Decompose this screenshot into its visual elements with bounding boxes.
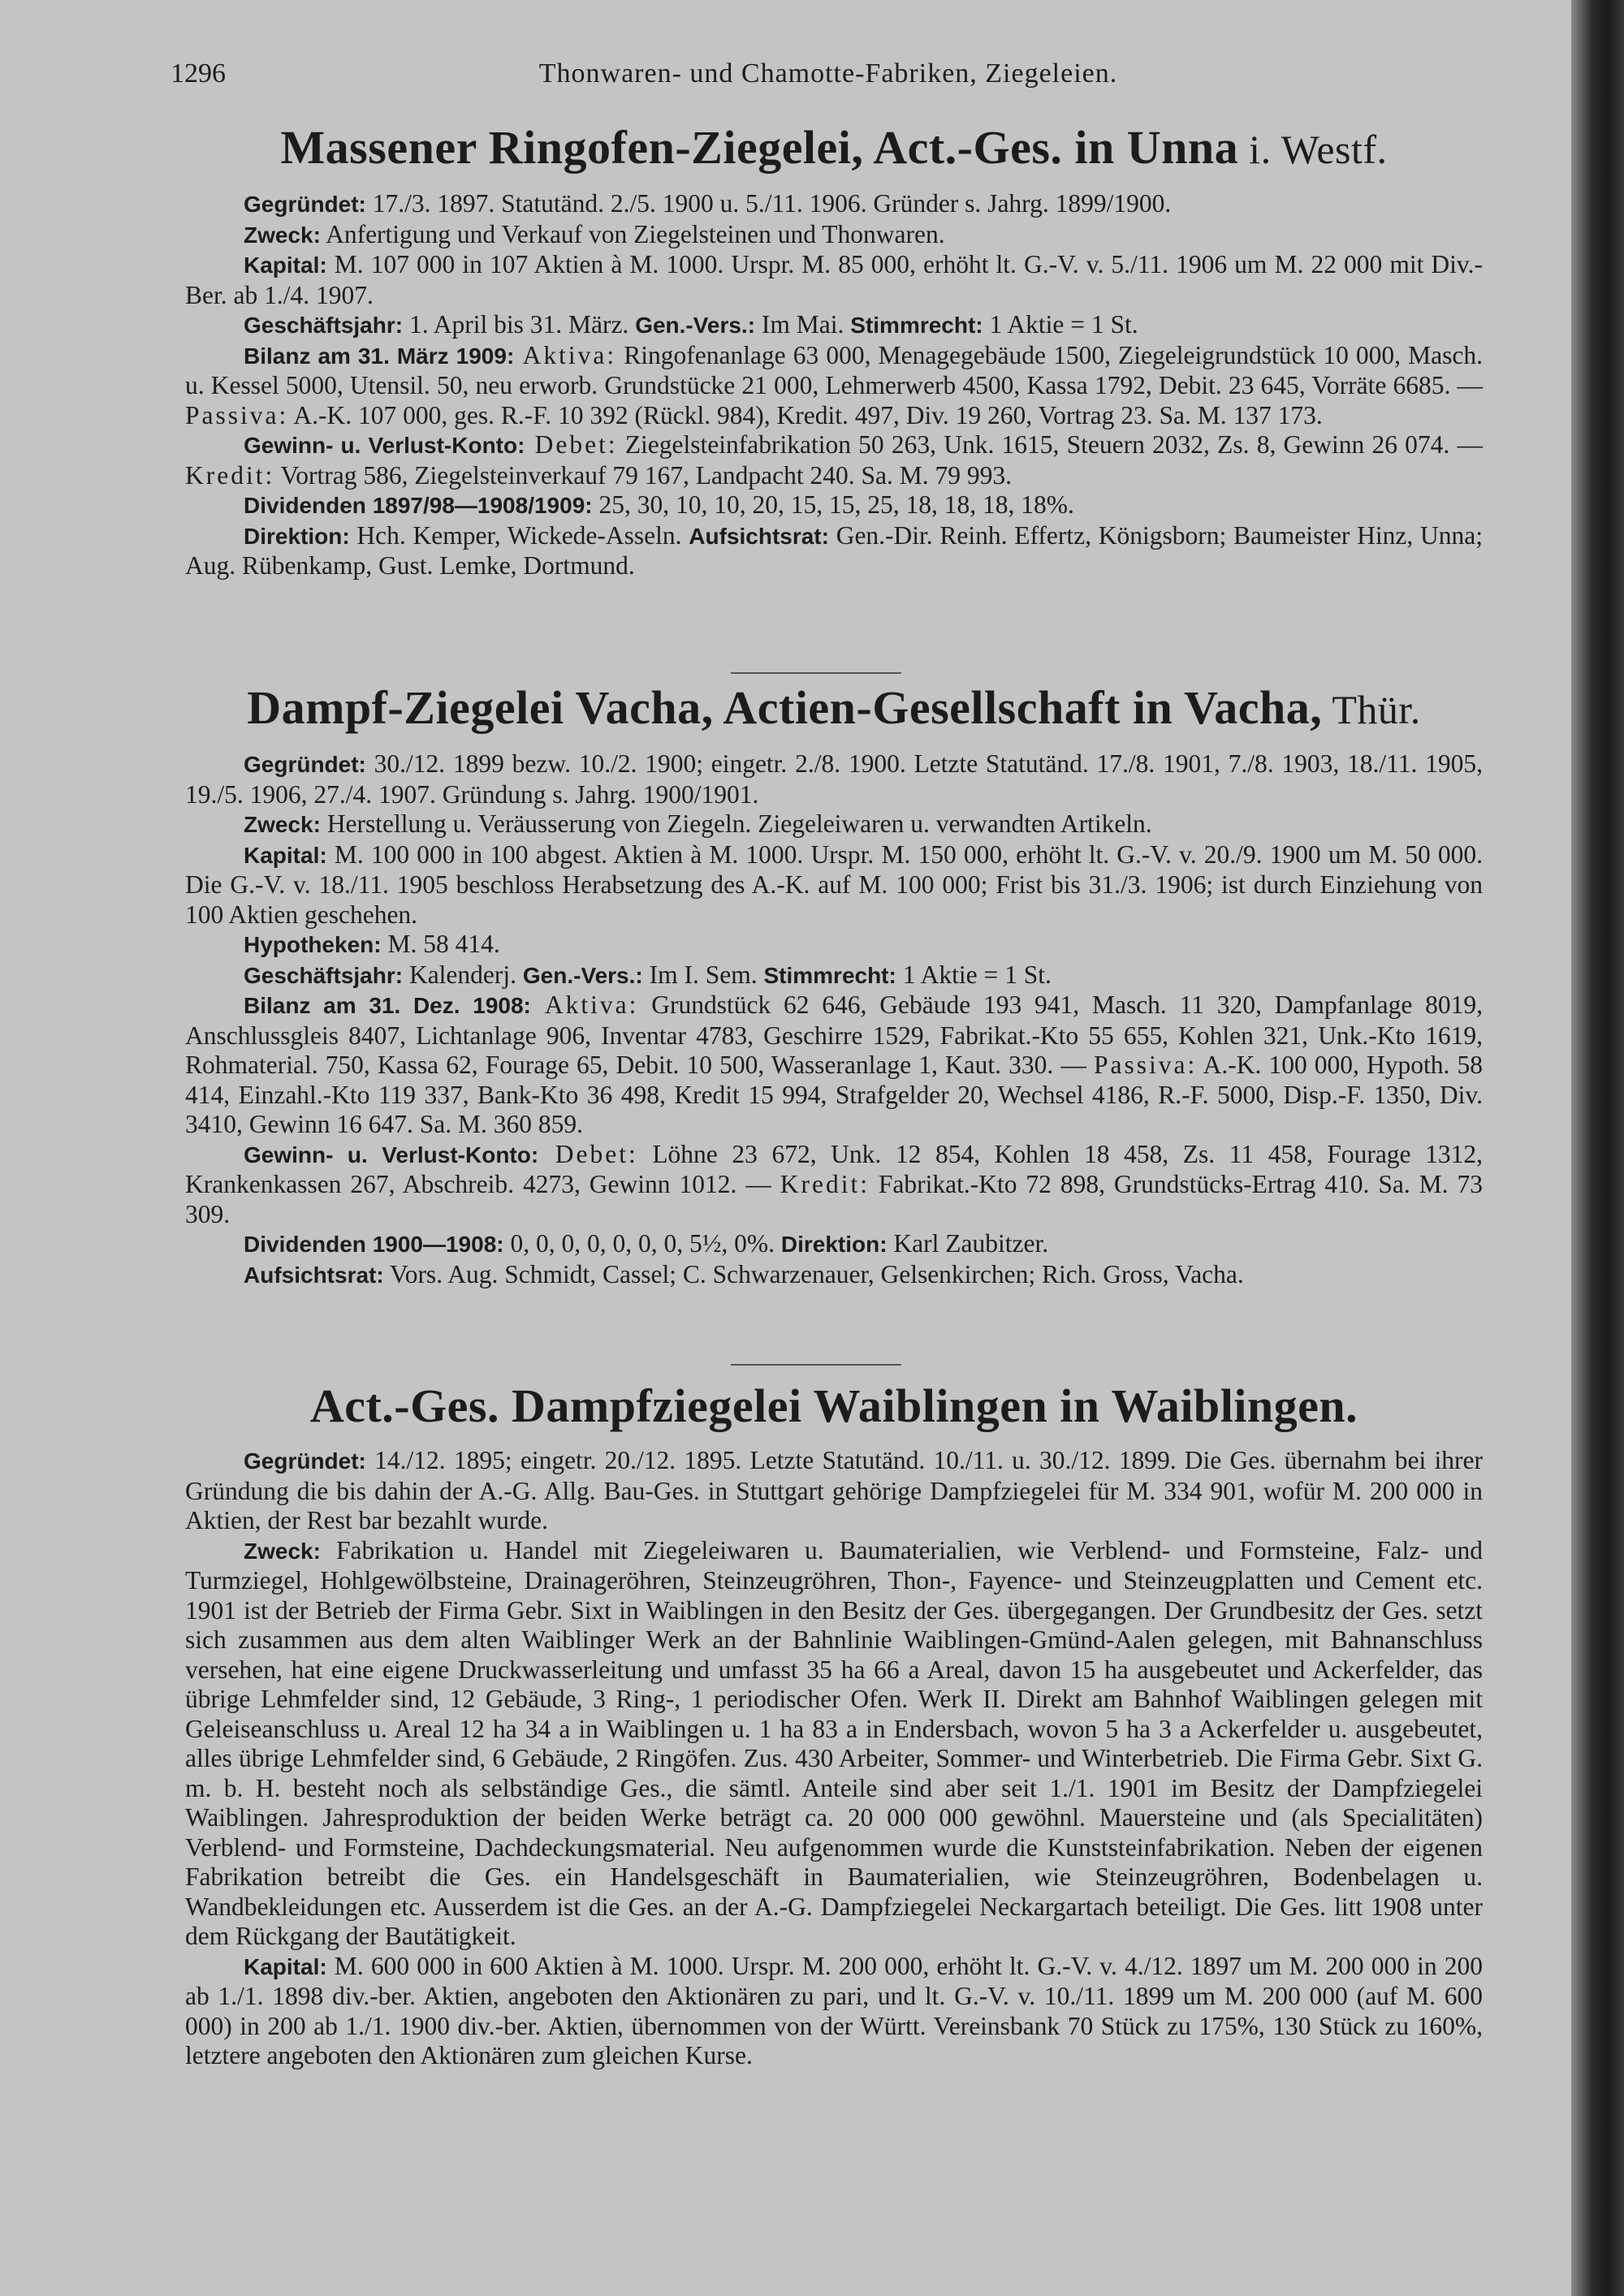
mortgages-paragraph: Hypotheken: M. 58 414. [244,930,500,958]
business-year-paragraph: Geschäftsjahr: Kalenderj. Gen.-Vers.: Im I. Sem. Stimmrecht: 1 Aktie = 1 St. [244,960,1052,989]
purpose-paragraph: Zweck: Herstellung u. Veräusserung von Ziegeln. Ziegeleiwaren u. verwandten Artikeln. [244,809,1152,838]
entry-title: Dampf-Ziegelei Vacha, Actien-Gesellschaft in Vacha, Thür. [247,681,1421,734]
page-number: 1296 [171,58,226,88]
capital-paragraph: Kapital: M. 600 000 in 600 Aktien à M. 1000. Urspr. M. 200 000, erhöht lt. G.-V. v. 4./12. 1897 um M. 200 000 in 200 ab 1./1. 1898 div.-ber. Aktien, angeboten den Aktionären zu pari, und lt. G.-V. v. 10./11. 1899 um M. 200 000 (auf M. 600 000) in 200 ab 1./1. 1900 div.-ber. Aktien, übernommen von der Württ. Vereinsbank 70 Stück zu 175%, 130 Stück zu 160%, letztere angeboten den Aktionären zum gleichen Kurse. [185,1951,1483,2069]
company-entry-vacha [185,678,1483,1290]
company-entry-waiblingen [185,1376,1483,2071]
entry-title: Act.-Ges. Dampfziegelei Waiblingen in Waiblingen. [309,1379,1358,1432]
business-year-paragraph: Geschäftsjahr: 1. April bis 31. März. Gen.-Vers.: Im Mai. Stimmrecht: 1 Aktie = 1 St. [244,310,1138,339]
entry-title: Massener Ringofen-Ziegelei, Act.-Ges. in Unna i. Westf. [280,121,1388,174]
founded-paragraph: Gegründet: 17./3. 1897. Statutänd. 2./5. 1900 u. 5./11. 1906. Gründer s. Jahrg. 1899/1900. [244,189,1172,218]
balance-paragraph: Bilanz am 31. März 1909: Aktiva: Ringofenanlage 63 000, Menagegebäude 1500, Ziegeleigrundstück 10 000, Masch. u. Kessel 5000, Utensil. 50, neu erworb. Grundstücke 21 000, Lehmerwerb 4500, Kassa 1792, Debit. 23 645, Vorräte 6685. — Passiva: A.-K. 107 000, ges. R.-F. 10 392 (Rückl. 984), Kredit. 497, Div. 19 260, Vortrag 23. Sa. M. 137 173. [185,340,1484,429]
purpose-paragraph: Zweck: Fabrikation u. Handel mit Ziegeleiwaren u. Baumaterialien, wie Verblend- und Formsteine, Falz- und Turmziegel, Hohlgewölbsteine, Drainageröhren, Steinzeugröhren, Thon-, Fayence- und Steinzeugplatten und Cement etc. 1901 ist der Betrieb der Firma Gebr. Sixt in Waiblingen in den Besitz der Ges. übergegangen. Der Grundbesitz der Ges. setzt sich zusammen aus dem alten Waiblinger Werk an der Bahnlinie Waiblingen-Gmünd-Aalen gelegen, mit Bahnanschluss versehen, hat eine eigene Druckwasserleitung und umfasst 35 ha 66 a Areal, davon 15 ha ausgebeutet und Ackerfelder, das übrige Lehmfelder sind, 12 Gebäude, 3 Ring-, 1 periodischer Ofen. Werk II. Direkt am Bahnhof Waiblingen gelegen mit Geleiseanschluss u. Areal 12 ha 34 a in Waiblingen u. 1 ha 83 a in Endersbach, wovon 5 ha 3 a Ackerfelder u. ausgebeutet, alles übrige Lehmfelder sind, 6 Gebäude, 2 Ringöfen. Zus. 430 Arbeiter, Sommer- und Winterbetrieb. Die Firma Gebr. Sixt G. m. b. H. besteht noch als selbständige Ges., die sämtl. Anteile sind aber seit 1./1. 1901 im Besitz der Dampfziegelei Waiblingen. Jahresproduktion der beiden Werke beträgt ca. 20 000 000 gewöhnl. Mauersteine und (als Specialitäten) Verblend- und Formsteine, Dachdeckungsmaterial. Neu aufgenommen wurde die Kunststeinfabrikation. Neben der eigenen Fabrikation betreibt die Ges. ein Handelsgeschäft in Baumaterialien, wie Steinzeugröhren, Bodenbelagen u. Wandbekleidungen etc. Ausserdem ist die Ges. an der A.-G. Dampfziegelei Neckargartach beteiligt. Die Ges. litt 1908 unter dem Rückgang der Bautätigkeit. [185,1535,1483,1950]
running-title: Thonwaren- und Chamotte-Fabriken, Ziegeleien. [538,58,1118,88]
dividends-paragraph: Dividenden 1900—1908: 0, 0, 0, 0, 0, 0, 0, 5½, 0%. Direktion: Karl Zaubitzer. [244,1229,1049,1258]
profit-loss-paragraph: Gewinn- u. Verlust-Konto: Debet: Ziegelsteinfabrikation 50 263, Unk. 1615, Steuern 2032, Zs. 8, Gewinn 26 074. — Kredit: Vortrag 586, Ziegelsteinverkauf 79 167, Landpacht 240. Sa. M. 79 993. [185,430,1483,490]
capital-paragraph: Kapital: M. 100 000 in 100 abgest. Aktien à M. 1000. Urspr. M. 150 000, erhöht lt. G.-V. v. 20./9. 1900 um M. 50 000. Die G.-V. v. 18./11. 1905 beschloss Herabsetzung des A.-K. auf M. 100 000; Frist bis 31./3. 1906; ist durch Einziehung von 100 Aktien geschehen. [185,839,1483,929]
section-divider [731,672,901,674]
dividends-paragraph: Dividenden 1897/98—1908/1909: 25, 30, 10, 10, 20, 15, 15, 25, 18, 18, 18, 18%. [244,490,1074,519]
company-entry-massener [185,118,1483,581]
running-header [171,58,1486,99]
page-gutter-shadow [1571,0,1624,2296]
capital-paragraph: Kapital: M. 107 000 in 107 Aktien à M. 1000. Urspr. M. 85 000, erhöht lt. G.-V. v. 5./11. 1906 um M. 22 000 mit Div.-Ber. ab 1./4. 1907. [185,250,1483,309]
profit-loss-paragraph: Gewinn- u. Verlust-Konto: Debet: Löhne 23 672, Unk. 12 854, Kohlen 18 458, Zs. 11 458, Fourage 1312, Krankenkassen 267, Abschreib. 4273, Gewinn 1012. — Kredit: Fabrikat.-Kto 72 898, Grundstücks-Ertrag 410. Sa. M. 73 309. [185,1139,1483,1228]
section-divider [731,1364,901,1366]
founded-paragraph: Gegründet: 14./12. 1895; eingetr. 20./12. 1895. Letzte Statutänd. 10./11. u. 30./12. 1899. Die Ges. übernahm bei ihrer Gründung die bis dahin der A.-G. Allg. Bau-Ges. in Stuttgart gehörige Dampfziegelei für M. 334 901, wofür M. 200 000 in Aktien, der Rest bar bezahlt wurde. [185,1446,1483,1534]
balance-paragraph: Bilanz am 31. Dez. 1908: Aktiva: Grundstück 62 646, Gebäude 193 941, Masch. 11 320, Dampfanlage 8019, Anschlussgleis 8407, Lichtanlage 906, Inventar 4783, Geschirre 1529, Fabrikat.-Kto 55 655, Kohlen 321, Unk.-Kto 1619, Rohmaterial. 750, Kassa 62, Fourage 65, Debit. 10 500, Wasseranlage 1, Kaut. 330. — Passiva: A.-K. 100 000, Hypoth. 58 414, Einzahl.-Kto 119 337, Bank-Kto 36 498, Kredit 15 994, Strafgelder 20, Wechsel 4186, R.-F. 5000, Disp.-F. 1350, Div. 3410, Gewinn 16 647. Sa. M. 360 859. [185,990,1484,1138]
management-paragraph: Direktion: Hch. Kemper, Wickede-Asseln. Aufsichtsrat: Gen.-Dir. Reinh. Effertz, Königsborn; Baumeister Hinz, Unna; Aug. Rübenkamp, Gust. Lemke, Dortmund. [185,520,1483,580]
founded-paragraph: Gegründet: 30./12. 1899 bezw. 10./2. 1900; eingetr. 2./8. 1900. Letzte Statutänd. 17./8. 1901, 7./8. 1903, 18./11. 1905, 19./5. 1906, 27./4. 1907. Gründung s. Jahrg. 1900/1901. [185,749,1483,809]
supervisory-board-paragraph: Aufsichtsrat: Vors. Aug. Schmidt, Cassel; C. Schwarzenauer, Gelsenkirchen; Rich. Gross, Vacha. [244,1259,1244,1288]
purpose-paragraph: Zweck: Anfertigung und Verkauf von Ziegelsteinen und Thonwaren. [244,219,945,248]
